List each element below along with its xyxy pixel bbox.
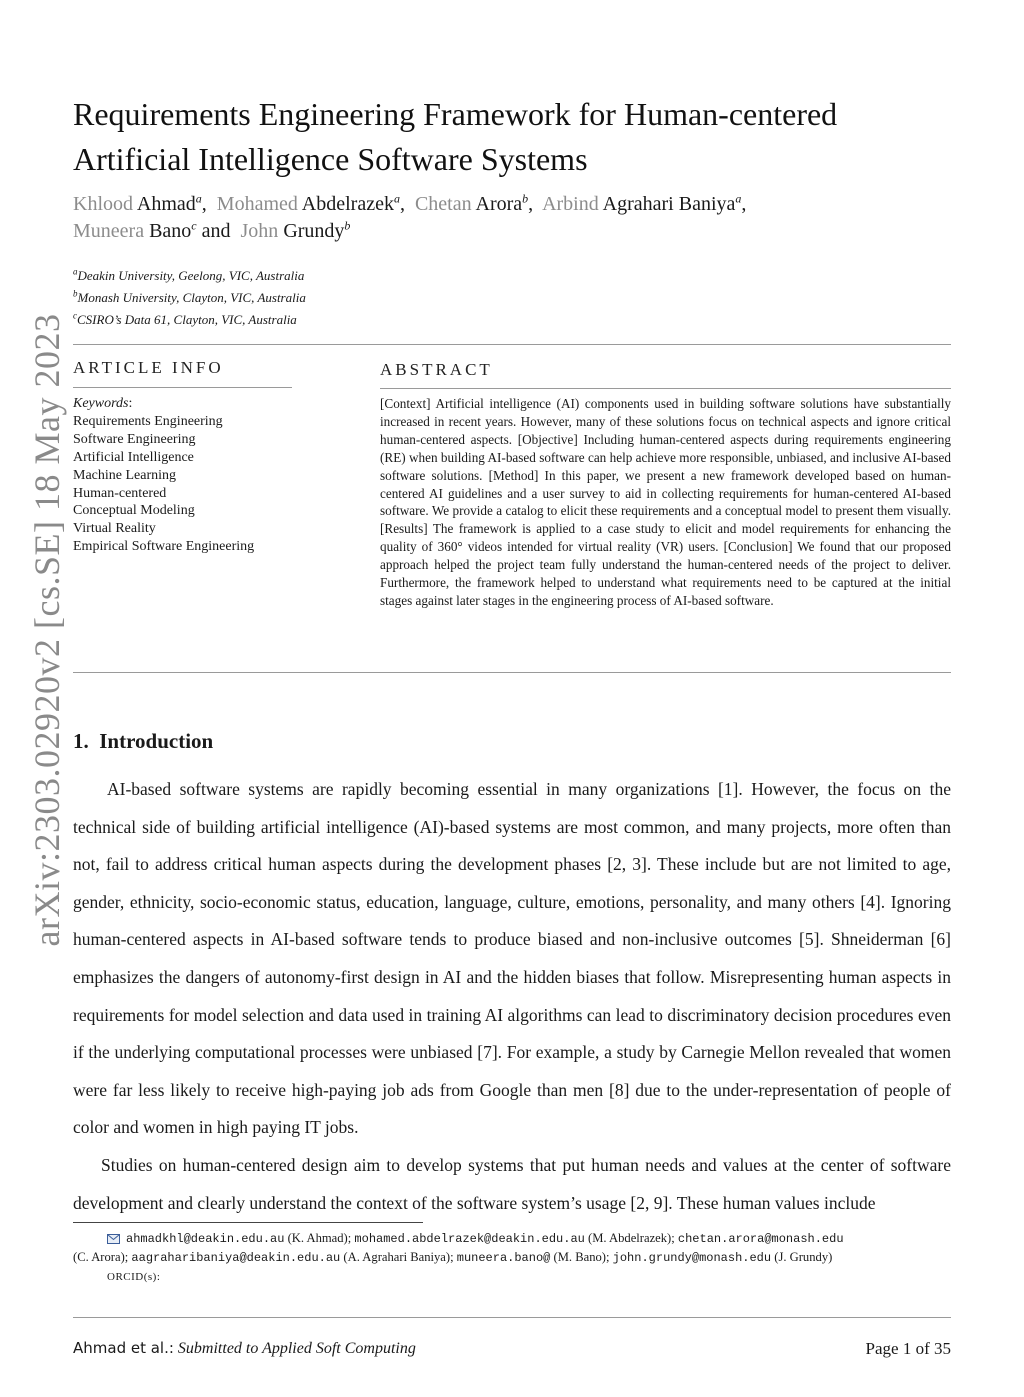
footer-journal: Submitted to Applied Soft Computing [177,1340,416,1357]
keyword: Machine Learning [73,467,177,483]
affiliations [73,265,306,331]
paper-title [73,92,953,182]
keyword: Conceptual Modeling [73,503,195,519]
bottom-rule [73,672,951,673]
email-link[interactable]: john.grundy@monash.edu [612,1251,772,1265]
section-number: 1. [73,729,89,753]
author: Arbind Agrahari Baniya$^a$ [542,191,742,215]
footnote: ahmadkhl@deakin.edu.au (K. Ahmad); mohamed.abdelrazek@deakin.edu.au (M. Abdelrazek); chetan.arora@monash.edu (C. Arora); aagraharibaniya@deakin.edu.au (A. Agrahari Baniya); muneera.bano@ (M. Bano); john.grundy@monash.edu (J. Grundy) ORCID(s): [73,1231,844,1283]
abstract-rule [380,388,951,389]
email-link[interactable]: muneera.bano@ [456,1251,551,1265]
introduction-body [73,771,951,1222]
keyword: Human-centered [73,485,167,501]
arxiv-identifier [12,300,82,960]
footnote-rule [73,1222,423,1223]
paragraph: Studies on human-centered design aim to develop systems that put human needs and values at the center of software development and clearly understand the context of the software system’s usage [2, 9]. These human values include [73,1154,951,1213]
keyword: Empirical Software Engineering [73,539,255,555]
running-footer [73,1339,416,1358]
email-link[interactable]: chetan.arora@monash.edu [677,1232,844,1246]
email-icon [107,1234,120,1244]
article-info-rule [73,387,292,388]
author: Khlood Ahmad$^a$ [73,191,202,215]
footer-rule [73,1317,951,1318]
page-number: Page 1 of 35 [865,1339,951,1358]
top-rule [73,344,951,345]
section-title: Introduction [99,729,214,753]
keyword: Artificial Intelligence [73,449,194,465]
abstract-text: [Context] Artificial intelligence (AI) components used in building software solutions have substantially increased in recent years. However, many of these solutions focus on technical aspects and ignore critical human-centered aspects. [Objective] Including human-centered aspects during requirements engineering (RE) when building AI-based software can help achieve more responsible, unbiased, and inclusive AI-based software solutions. [Method] In this paper, we present a new framework developed based on human-centered AI guidelines and a user survey to aid in collecting requirements for human-centered AI-based software. We provide a catalog to elicit these requirements and a conceptual model to present them visually. [Results] The framework is applied to a case study to elicit and model requirements for enhancing the quality of 360° videos intended for virtual reality (VR) users. [Conclusion] We found that our proposed approach helped the project team fully understand the human-centered needs of the project to deliver. Furthermore, the framework helped to understand what requirements need to be captured at the initial stages against later stages in the engineering process of AI-based software. [380,396,951,608]
keyword: Requirements Engineering [73,413,223,429]
keywords-block [73,395,254,556]
authors-and: and [201,220,231,242]
author-list: Khlood Ahmad$^a$, Mohamed Abdelrazek$^a$, Chetan Arora$^b$, Arbind Agrahari Baniya$^a$, Muneera Bano$^c$ and John Grundy$^b$ [73,191,747,242]
email-link[interactable]: ahmadkhl@deakin.edu.au [126,1232,285,1246]
title-line-1: Requirements Engineering Framework for Human-centered [73,96,838,132]
author: Chetan Arora$^b$ [414,191,529,215]
author: John Grundy$^b$ [240,218,351,242]
affiliation: $^a$Deakin University, Geelong, VIC, Australia [73,266,305,283]
email-link[interactable]: aagraharibaniya@deakin.edu.au [131,1251,341,1265]
article-info-heading: ARTICLE INFO [73,358,224,377]
abstract-heading: ABSTRACT [380,360,493,379]
keyword: Virtual Reality [73,521,156,537]
arxiv-id-text: arXiv:2303.02920v2 [cs.SE] 18 May 2023 [27,313,67,947]
orcid-label: ORCID(s): [107,1271,161,1283]
email-link[interactable]: mohamed.abdelrazek@deakin.edu.au [354,1232,585,1246]
section-heading [73,729,213,754]
title-line-2: Artificial Intelligence Software Systems [73,141,588,177]
footer-authors: Ahmad et al.: [73,1339,174,1357]
author: Mohamed Abdelrazek$^a$ [216,191,400,215]
author: Muneera Bano$^c$ [73,218,197,242]
keywords-label-line: Keywords: [73,396,133,411]
keyword: Software Engineering [73,431,196,447]
affiliation: $^c$CSIRO’s Data 61, Clayton, VIC, Australia [73,310,297,327]
affiliation: $^b$Monash University, Clayton, VIC, Australia [73,288,306,305]
paragraph: AI-based software systems are rapidly becoming essential in many organizations [1]. However, the focus on the technical side of building artificial intelligence (AI)-based systems are most common, and many projects, more often than not, fail to address critical human aspects during the development phases [2, 3]. These include but are not limited to age, gender, ethnicity, socio-economic status, education, language, culture, emotions, personality, and many others [4]. Ignoring human-centered aspects in AI-based software tends to produce biased and non-inclusive outcomes [5]. Shneiderman [6] emphasizes the dangers of autonomy-first design in AI and the hidden biases that follow. Misrepresenting human aspects in requirements for model selection and data used in training AI algorithms can lead to discriminatory decision procedures even if the underlying computational processes were unbiased [7]. For example, a study by Carnegie Mellon revealed that women were far less likely to receive high-paying job ads from Google than men [8] due to the under-representation of people of color and women in high paying IT jobs. [73,779,951,1138]
keywords-label: Keywords [73,396,129,411]
